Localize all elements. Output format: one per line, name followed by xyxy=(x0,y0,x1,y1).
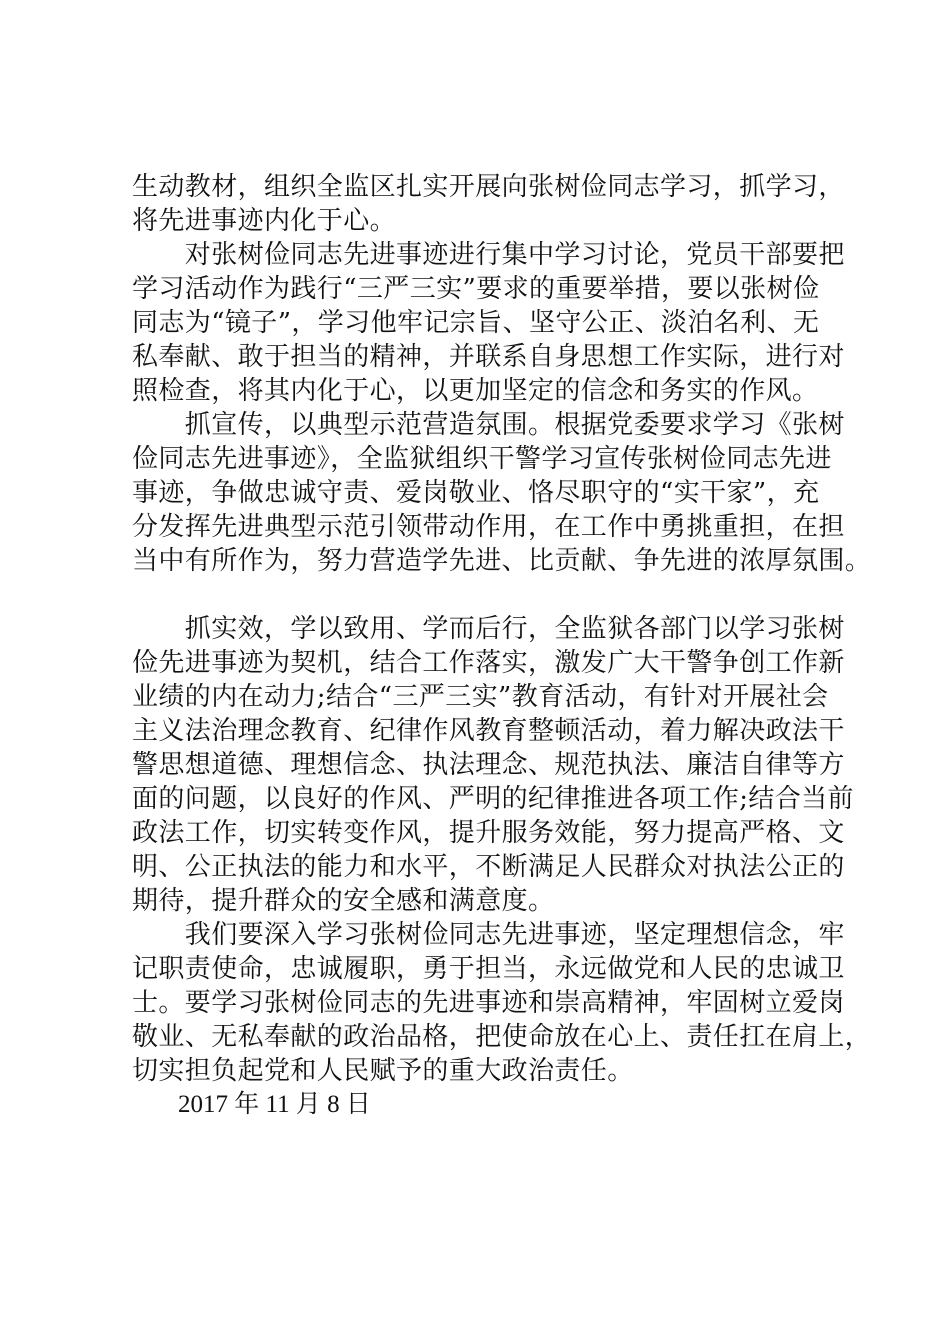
paragraph-gap xyxy=(132,578,852,612)
text-line: 业绩的内在动力;结合“三严三实”教育活动，有针对开展社会 xyxy=(132,682,829,712)
text-line: 记职责使命，忠诚履职，勇于担当，永远做党和人民的忠诚卫 xyxy=(132,954,845,984)
text-line: 抓宣传，以典型示范营造氛围。根据党委要求学习《张树 xyxy=(132,410,845,440)
text-line: 同志为“镜子”，学习他牢记宗旨、坚守公正、淡泊名利、无 xyxy=(132,308,820,338)
text-line: 警思想道德、理想信念、执法理念、规范执法、廉洁自律等方 xyxy=(132,750,845,780)
text-line: 敬业、无私奉献的政治品格，把使命放在心上、责任扛在肩上， xyxy=(132,1022,872,1052)
text-line: 俭先进事迹为契机，结合工作落实，激发广大干警争创工作新 xyxy=(132,648,845,678)
text-line: 抓实效，学以致用、学而后行，全监狱各部门以学习张树 xyxy=(132,614,845,644)
text-line: 照检查，将其内化于心，以更加坚定的信念和务实的作风。 xyxy=(132,376,819,406)
text-line: 生动教材，组织全监区扎实开展向张树俭同志学习，抓学习， xyxy=(132,172,845,202)
text-line: 切实担负起党和人民赋予的重大政治责任。 xyxy=(132,1056,634,1086)
text-line: 俭同志先进事迹》，全监狱组织干警学习宣传张树俭同志先进 xyxy=(132,444,832,474)
text-line: 面的问题，以良好的作风、严明的纪律推进各项工作;结合当前 xyxy=(132,784,854,814)
text-line: 学习活动作为践行“三严三实”要求的重要举措，要以张树俭 xyxy=(132,274,820,304)
text-line: 政法工作，切实转变作风，提升服务效能，努力提高严格、文 xyxy=(132,818,845,848)
text-line: 主义法治理念教育、纪律作风教育整顿活动，着力解决政法干 xyxy=(132,716,845,746)
document-date: 2017 年 11 月 8 日 xyxy=(178,1091,371,1118)
text-line: 期待，提升群众的安全感和满意度。 xyxy=(132,886,555,916)
text-line: 士。要学习张树俭同志的先进事迹和崇高精神，牢固树立爱岗 xyxy=(132,988,845,1018)
text-line: 对张树俭同志先进事迹进行集中学习讨论，党员干部要把 xyxy=(132,240,845,270)
document-body xyxy=(132,170,872,1122)
text-line: 将先进事迹内化于心。 xyxy=(132,206,397,236)
text-line: 私奉献、敢于担当的精神，并联系自身思想工作实际，进行对 xyxy=(132,342,845,372)
text-line: 当中有所作为，努力营造学先进、比贡献、争先进的浓厚氛围。 xyxy=(132,546,872,576)
text-line: 明、公正执法的能力和水平，不断满足人民群众对执法公正的 xyxy=(132,852,845,882)
text-line: 我们要深入学习张树俭同志先进事迹，坚定理想信念，牢 xyxy=(132,920,845,950)
text-line: 分发挥先进典型示范引领带动作用，在工作中勇挑重担，在担 xyxy=(132,512,845,542)
text-line: 事迹，争做忠诚守责、爱岗敬业、恪尽职守的“实干家”，充 xyxy=(132,478,820,508)
